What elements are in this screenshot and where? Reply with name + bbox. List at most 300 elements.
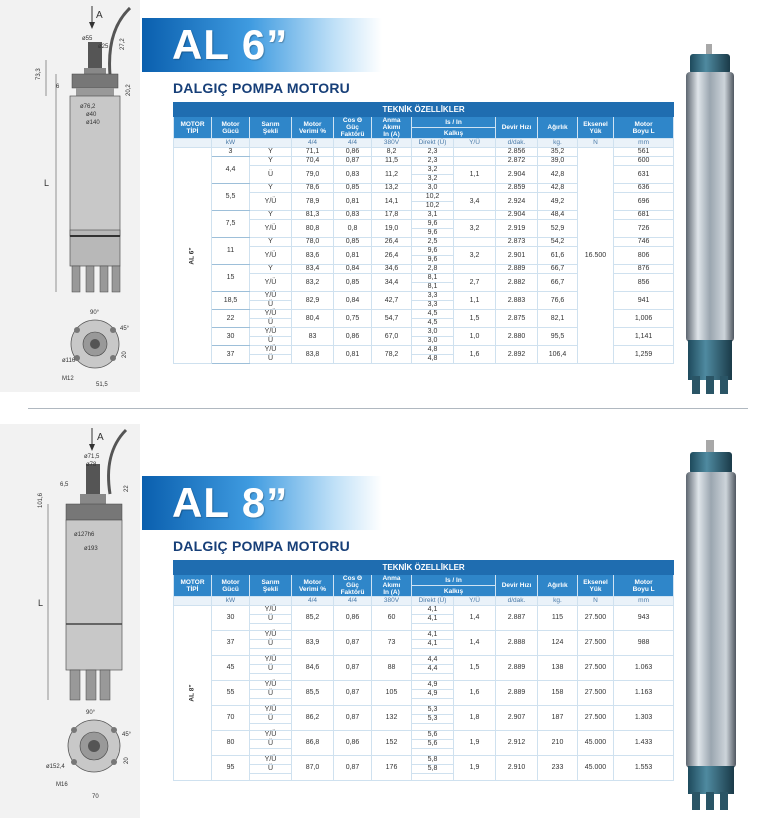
al6-dim-d11: 90° xyxy=(90,310,100,316)
al6-dim-d16: 51,5 xyxy=(96,382,108,388)
al8-dim-d10: 45° xyxy=(122,732,132,738)
start-direct-cell: 5,3 xyxy=(412,715,454,724)
cos-cell: 0,85 xyxy=(334,238,372,247)
winding-cell: Ü xyxy=(250,337,292,346)
al6-dim-d5: 6 xyxy=(56,84,60,90)
spec-caption: TEKNİK ÖZELLİKLER xyxy=(174,103,674,117)
winding-cell xyxy=(250,724,292,731)
start-direct-cell xyxy=(412,774,454,781)
eff-cell: 78,0 xyxy=(292,238,334,247)
rpm-cell: 2.919 xyxy=(496,220,538,238)
column-header: MOTOR TİPİ xyxy=(174,117,212,139)
al6-dim-d14: 20 xyxy=(122,351,128,358)
cos-cell: 0,86 xyxy=(334,731,372,756)
amp-cell: 26,4 xyxy=(372,238,412,247)
column-subheader: Kalkış xyxy=(412,128,496,139)
start-direct-cell: 3,1 xyxy=(412,211,454,220)
al8-dim-d3: 101,6 xyxy=(38,492,44,508)
length-cell: 1.303 xyxy=(614,706,674,731)
power-cell: 95 xyxy=(212,756,250,781)
weight-cell: 48,4 xyxy=(538,211,578,220)
cos-cell: 0,87 xyxy=(334,631,372,656)
length-cell: 806 xyxy=(614,247,674,265)
start-direct-cell xyxy=(412,699,454,706)
cos-cell: 0,83 xyxy=(334,166,372,184)
length-cell: 1.063 xyxy=(614,656,674,681)
weight-cell: 124 xyxy=(538,631,578,656)
winding-cell: Ü xyxy=(250,765,292,774)
winding-cell: Ü xyxy=(250,640,292,649)
length-cell: 1.553 xyxy=(614,756,674,781)
eff-cell: 86,8 xyxy=(292,731,334,756)
start-yd-cell: 1,8 xyxy=(454,706,496,731)
length-cell: 1.433 xyxy=(614,731,674,756)
start-yd-cell xyxy=(454,184,496,193)
rpm-cell: 2.856 xyxy=(496,148,538,157)
unit-cell: 380V xyxy=(372,597,412,606)
winding-cell: Y xyxy=(250,211,292,220)
unit-cell: mm xyxy=(614,597,674,606)
axial-load-cell: 27.500 xyxy=(578,631,614,656)
winding-cell: Y/Ü xyxy=(250,310,292,319)
start-direct-cell: 4,4 xyxy=(412,656,454,665)
cos-cell: 0,83 xyxy=(334,211,372,220)
winding-cell xyxy=(250,699,292,706)
al8-title: AL 8” xyxy=(172,479,289,526)
amp-cell: 13,2 xyxy=(372,184,412,193)
start-direct-cell: 4,1 xyxy=(412,615,454,624)
start-yd-cell: 3,2 xyxy=(454,220,496,238)
power-cell: 55 xyxy=(212,681,250,706)
column-header: Anma Akımı In (A) xyxy=(372,575,412,597)
al6-dim-d15: M12 xyxy=(62,376,74,382)
unit-cell: kg. xyxy=(538,139,578,148)
start-direct-cell xyxy=(412,649,454,656)
power-cell: 7,5 xyxy=(212,211,250,238)
unit-cell: d/dak. xyxy=(496,597,538,606)
winding-cell: Y/Ü xyxy=(250,193,292,211)
winding-cell: Ü xyxy=(250,740,292,749)
winding-cell xyxy=(250,774,292,781)
winding-cell: Ü xyxy=(250,319,292,328)
table-row xyxy=(174,681,674,690)
length-cell: 988 xyxy=(614,631,674,656)
winding-cell xyxy=(250,624,292,631)
length-cell: 856 xyxy=(614,274,674,292)
start-direct-cell: 10,2 xyxy=(412,202,454,211)
weight-cell: 106,4 xyxy=(538,346,578,364)
eff-cell: 70,4 xyxy=(292,157,334,166)
winding-cell: Y/Ü xyxy=(250,656,292,665)
unit-cell: N xyxy=(578,597,614,606)
column-header: Eksenel Yük xyxy=(578,117,614,139)
eff-cell: 83,6 xyxy=(292,247,334,265)
power-cell: 37 xyxy=(212,631,250,656)
start-direct-cell: 4,8 xyxy=(412,346,454,355)
start-direct-cell: 5,6 xyxy=(412,740,454,749)
start-direct-cell: 3,0 xyxy=(412,184,454,193)
length-cell: 681 xyxy=(614,211,674,220)
winding-cell xyxy=(250,674,292,681)
motor-type-cell xyxy=(174,606,212,781)
column-header: Sarım Şekli xyxy=(250,575,292,597)
al8-subtitle: DALGIÇ POMPA MOTORU xyxy=(173,538,350,554)
amp-cell: 132 xyxy=(372,706,412,731)
motor-type-cell xyxy=(174,148,212,364)
cos-cell: 0,87 xyxy=(334,706,372,731)
start-direct-cell: 5,3 xyxy=(412,706,454,715)
al8-dim-d2: ø78 xyxy=(86,462,97,468)
section-divider xyxy=(28,408,748,409)
rpm-cell: 2.882 xyxy=(496,274,538,292)
al6-subtitle: DALGIÇ POMPA MOTORU xyxy=(173,80,350,96)
length-cell: 1,006 xyxy=(614,310,674,328)
power-cell: 30 xyxy=(212,606,250,631)
column-header: Motor Boyu L xyxy=(614,575,674,597)
start-direct-cell: 3,3 xyxy=(412,292,454,301)
power-cell: 37 xyxy=(212,346,250,364)
al8-dim-L: L xyxy=(38,598,44,608)
cos-cell: 0,81 xyxy=(334,247,372,265)
axial-load-cell: 27.500 xyxy=(578,656,614,681)
axial-load-cell: 45.000 xyxy=(578,756,614,781)
rpm-cell: 2.889 xyxy=(496,681,538,706)
start-yd-cell: 1,4 xyxy=(454,631,496,656)
column-header: Motor Boyu L xyxy=(614,117,674,139)
cos-cell: 0,81 xyxy=(334,193,372,211)
amp-cell: 78,2 xyxy=(372,346,412,364)
winding-cell: Ü xyxy=(250,301,292,310)
axial-load-cell: 27.500 xyxy=(578,681,614,706)
start-direct-cell: 4,9 xyxy=(412,690,454,699)
amp-cell: 34,4 xyxy=(372,274,412,292)
column-header: Is / In xyxy=(412,117,496,128)
weight-cell: 66,7 xyxy=(538,274,578,292)
al8-dim-d5: 22 xyxy=(124,485,130,492)
power-cell: 11 xyxy=(212,238,250,265)
start-direct-cell: 2,3 xyxy=(412,157,454,166)
rpm-cell: 2.904 xyxy=(496,166,538,184)
weight-cell: 76,6 xyxy=(538,292,578,310)
al8-dim-arrow: A xyxy=(97,432,104,443)
eff-cell: 83 xyxy=(292,328,334,346)
start-direct-cell: 4,9 xyxy=(412,681,454,690)
al6-dim-d13: ø116 xyxy=(62,358,76,364)
start-direct-cell: 2,8 xyxy=(412,265,454,274)
length-cell: 941 xyxy=(614,292,674,310)
winding-cell: Y/Ü xyxy=(250,706,292,715)
amp-cell: 11,2 xyxy=(372,166,412,184)
winding-cell: Ü xyxy=(250,615,292,624)
rpm-cell: 2.907 xyxy=(496,706,538,731)
al6-dim-d12: 45° xyxy=(120,326,130,332)
al6-dim-arrow: A xyxy=(96,10,103,21)
power-cell: 4,4 xyxy=(212,157,250,184)
winding-cell: Y/Ü xyxy=(250,328,292,337)
spec-caption: TEKNİK ÖZELLİKLER xyxy=(174,561,674,575)
al6-dim-d1: ø55 xyxy=(82,36,93,42)
rpm-cell: 2.910 xyxy=(496,756,538,781)
winding-cell: Y/Ü xyxy=(250,247,292,265)
table-row xyxy=(174,756,674,765)
winding-cell: Y/Ü xyxy=(250,756,292,765)
unit-cell: Y/Ü xyxy=(454,597,496,606)
power-cell: 5,5 xyxy=(212,184,250,211)
weight-cell: 52,9 xyxy=(538,220,578,238)
weight-cell: 42,8 xyxy=(538,184,578,193)
cos-cell: 0,85 xyxy=(334,274,372,292)
length-cell: 943 xyxy=(614,606,674,631)
column-header: Is / In xyxy=(412,575,496,586)
eff-cell: 83,2 xyxy=(292,274,334,292)
start-direct-cell: 8,1 xyxy=(412,283,454,292)
length-cell: 1.163 xyxy=(614,681,674,706)
start-direct-cell: 9,6 xyxy=(412,256,454,265)
weight-cell: 82,1 xyxy=(538,310,578,328)
start-yd-cell: 1,6 xyxy=(454,346,496,364)
table-row xyxy=(174,631,674,640)
rpm-cell: 2.889 xyxy=(496,265,538,274)
start-direct-cell: 2,5 xyxy=(412,238,454,247)
al6-motor-photo xyxy=(676,44,744,396)
length-cell: 561 xyxy=(614,148,674,157)
amp-cell: 34,6 xyxy=(372,265,412,274)
start-direct-cell: 4,5 xyxy=(412,310,454,319)
cos-cell: 0,81 xyxy=(334,346,372,364)
table-row xyxy=(174,606,674,615)
column-header: Anma Akımı In (A) xyxy=(372,117,412,139)
al8-dim-d13: 70 xyxy=(92,794,99,800)
unit-cell: N xyxy=(578,139,614,148)
unit-cell: 4/4 xyxy=(292,597,334,606)
al8-dim-d12: M16 xyxy=(56,782,68,788)
start-direct-cell: 4,4 xyxy=(412,665,454,674)
winding-cell: Ü xyxy=(250,166,292,184)
column-header: MOTOR TİPİ xyxy=(174,575,212,597)
eff-cell: 81,3 xyxy=(292,211,334,220)
weight-cell: 187 xyxy=(538,706,578,731)
start-direct-cell: 5,8 xyxy=(412,756,454,765)
al8-dim-d6: ø127h6 xyxy=(74,532,95,538)
length-cell: 631 xyxy=(614,166,674,184)
amp-cell: 88 xyxy=(372,656,412,681)
eff-cell: 84,6 xyxy=(292,656,334,681)
rpm-cell: 2.901 xyxy=(496,247,538,265)
rpm-cell: 2.875 xyxy=(496,310,538,328)
start-direct-cell: 10,2 xyxy=(412,193,454,202)
column-subheader: Kalkış xyxy=(412,586,496,597)
al6-dim-d2: ø25 xyxy=(98,44,109,50)
rpm-cell: 2.889 xyxy=(496,656,538,681)
column-header: Motor Verimi % xyxy=(292,117,334,139)
al6-spec-table xyxy=(173,102,674,364)
start-direct-cell: 4,1 xyxy=(412,631,454,640)
weight-cell: 66,7 xyxy=(538,265,578,274)
start-direct-cell: 3,0 xyxy=(412,337,454,346)
winding-cell: Y/Ü xyxy=(250,631,292,640)
rpm-cell: 2.873 xyxy=(496,238,538,247)
unit-cell: Direkt (Ü) xyxy=(412,139,454,148)
column-header: Ağırlık xyxy=(538,575,578,597)
power-cell: 70 xyxy=(212,706,250,731)
start-direct-cell: 4,1 xyxy=(412,640,454,649)
unit-cell: 4/4 xyxy=(334,139,372,148)
winding-cell xyxy=(250,749,292,756)
start-yd-cell: 3,4 xyxy=(454,193,496,211)
amp-cell: 11,5 xyxy=(372,157,412,166)
winding-cell: Y/Ü xyxy=(250,220,292,238)
al8-title-banner xyxy=(142,476,382,530)
unit-cell: 4/4 xyxy=(334,597,372,606)
al6-dim-d7: ø40 xyxy=(86,112,97,118)
start-direct-cell xyxy=(412,624,454,631)
column-header: Devir Hızı xyxy=(496,575,538,597)
amp-cell: 42,7 xyxy=(372,292,412,310)
winding-cell: Y/Ü xyxy=(250,606,292,615)
start-direct-cell: 5,8 xyxy=(412,765,454,774)
eff-cell: 83,8 xyxy=(292,346,334,364)
amp-cell: 176 xyxy=(372,756,412,781)
unit-cell: kW xyxy=(212,139,250,148)
winding-cell: Y xyxy=(250,184,292,193)
cos-cell: 0,8 xyxy=(334,220,372,238)
unit-cell: mm xyxy=(614,139,674,148)
column-header: Motor Gücü xyxy=(212,117,250,139)
start-yd-cell: 1,5 xyxy=(454,656,496,681)
start-direct-cell: 4,1 xyxy=(412,606,454,615)
weight-cell: 158 xyxy=(538,681,578,706)
amp-cell: 26,4 xyxy=(372,247,412,265)
amp-cell: 54,7 xyxy=(372,310,412,328)
eff-cell: 80,8 xyxy=(292,220,334,238)
length-cell: 1,141 xyxy=(614,328,674,346)
rpm-cell: 2.892 xyxy=(496,346,538,364)
start-direct-cell: 3,2 xyxy=(412,175,454,184)
start-yd-cell xyxy=(454,157,496,166)
rpm-cell: 2.904 xyxy=(496,211,538,220)
weight-cell: 138 xyxy=(538,656,578,681)
table-row xyxy=(174,656,674,665)
eff-cell: 83,4 xyxy=(292,265,334,274)
al6-dim-d8: ø140 xyxy=(86,120,100,126)
amp-cell: 8,2 xyxy=(372,148,412,157)
motor-type-label: AL 8” xyxy=(188,684,196,702)
amp-cell: 19,0 xyxy=(372,220,412,238)
amp-cell: 17,8 xyxy=(372,211,412,220)
amp-cell: 60 xyxy=(372,606,412,631)
amp-cell: 105 xyxy=(372,681,412,706)
al8-dim-d9: 90° xyxy=(86,710,96,716)
start-yd-cell xyxy=(454,265,496,274)
al8-dim-d7: ø193 xyxy=(84,546,98,552)
weight-cell: 49,2 xyxy=(538,193,578,211)
axial-load-cell: 27.500 xyxy=(578,706,614,731)
power-cell: 15 xyxy=(212,265,250,292)
power-cell: 18,5 xyxy=(212,292,250,310)
unit-cell xyxy=(174,139,212,148)
cos-cell: 0,86 xyxy=(334,606,372,631)
rpm-cell: 2.883 xyxy=(496,292,538,310)
axial-load-cell: 27.500 xyxy=(578,606,614,631)
column-header: Motor Gücü xyxy=(212,575,250,597)
winding-cell: Ü xyxy=(250,715,292,724)
al6-motor-drawing xyxy=(0,0,140,392)
start-direct-cell: 9,6 xyxy=(412,229,454,238)
weight-cell: 115 xyxy=(538,606,578,631)
cos-cell: 0,87 xyxy=(334,656,372,681)
start-yd-cell: 1,6 xyxy=(454,681,496,706)
column-header: Motor Verimi % xyxy=(292,575,334,597)
winding-cell: Y xyxy=(250,157,292,166)
start-direct-cell xyxy=(412,724,454,731)
power-cell: 30 xyxy=(212,328,250,346)
start-yd-cell: 1,1 xyxy=(454,292,496,310)
winding-cell: Y/Ü xyxy=(250,274,292,292)
cos-cell: 0,87 xyxy=(334,157,372,166)
al8-dim-d1: ø71,5 xyxy=(84,454,100,460)
eff-cell: 78,6 xyxy=(292,184,334,193)
column-header: Cos Θ Güç Faktörü xyxy=(334,117,372,139)
start-yd-cell: 1,4 xyxy=(454,606,496,631)
cos-cell: 0,86 xyxy=(334,148,372,157)
start-direct-cell: 3,0 xyxy=(412,328,454,337)
winding-cell: Y xyxy=(250,238,292,247)
eff-cell: 80,4 xyxy=(292,310,334,328)
power-cell: 22 xyxy=(212,310,250,328)
start-yd-cell xyxy=(454,238,496,247)
amp-cell: 73 xyxy=(372,631,412,656)
winding-cell: Ü xyxy=(250,665,292,674)
start-direct-cell: 4,5 xyxy=(412,319,454,328)
start-direct-cell: 2,3 xyxy=(412,148,454,157)
weight-cell: 39,0 xyxy=(538,157,578,166)
weight-cell: 35,2 xyxy=(538,148,578,157)
start-direct-cell: 8,1 xyxy=(412,274,454,283)
weight-cell: 95,5 xyxy=(538,328,578,346)
eff-cell: 79,0 xyxy=(292,166,334,184)
unit-cell: Y/Ü xyxy=(454,139,496,148)
al8-spec-table xyxy=(173,560,674,781)
rpm-cell: 2.880 xyxy=(496,328,538,346)
al8-motor-drawing xyxy=(0,424,140,818)
axial-load-cell: 45.000 xyxy=(578,731,614,756)
length-cell: 726 xyxy=(614,220,674,238)
unit-cell: kg. xyxy=(538,597,578,606)
power-cell: 80 xyxy=(212,731,250,756)
unit-cell: 380V xyxy=(372,139,412,148)
start-direct-cell: 4,8 xyxy=(412,355,454,364)
eff-cell: 83,9 xyxy=(292,631,334,656)
start-yd-cell xyxy=(454,211,496,220)
al8-dim-d14: 20 xyxy=(124,757,130,764)
rpm-cell: 2.924 xyxy=(496,193,538,211)
weight-cell: 42,8 xyxy=(538,166,578,184)
al6-title-banner xyxy=(142,18,382,72)
start-direct-cell: 9,6 xyxy=(412,247,454,256)
eff-cell: 71,1 xyxy=(292,148,334,157)
eff-cell: 86,2 xyxy=(292,706,334,731)
amp-cell: 152 xyxy=(372,731,412,756)
winding-cell: Y xyxy=(250,148,292,157)
unit-cell xyxy=(250,139,292,148)
al8-dim-d11: ø152,4 xyxy=(46,764,65,770)
motor-type-label: AL 6” xyxy=(188,246,196,265)
length-cell: 746 xyxy=(614,238,674,247)
al8-motor-photo xyxy=(680,440,742,812)
length-cell: 696 xyxy=(614,193,674,211)
weight-cell: 210 xyxy=(538,731,578,756)
unit-cell: Direkt (Ü) xyxy=(412,597,454,606)
